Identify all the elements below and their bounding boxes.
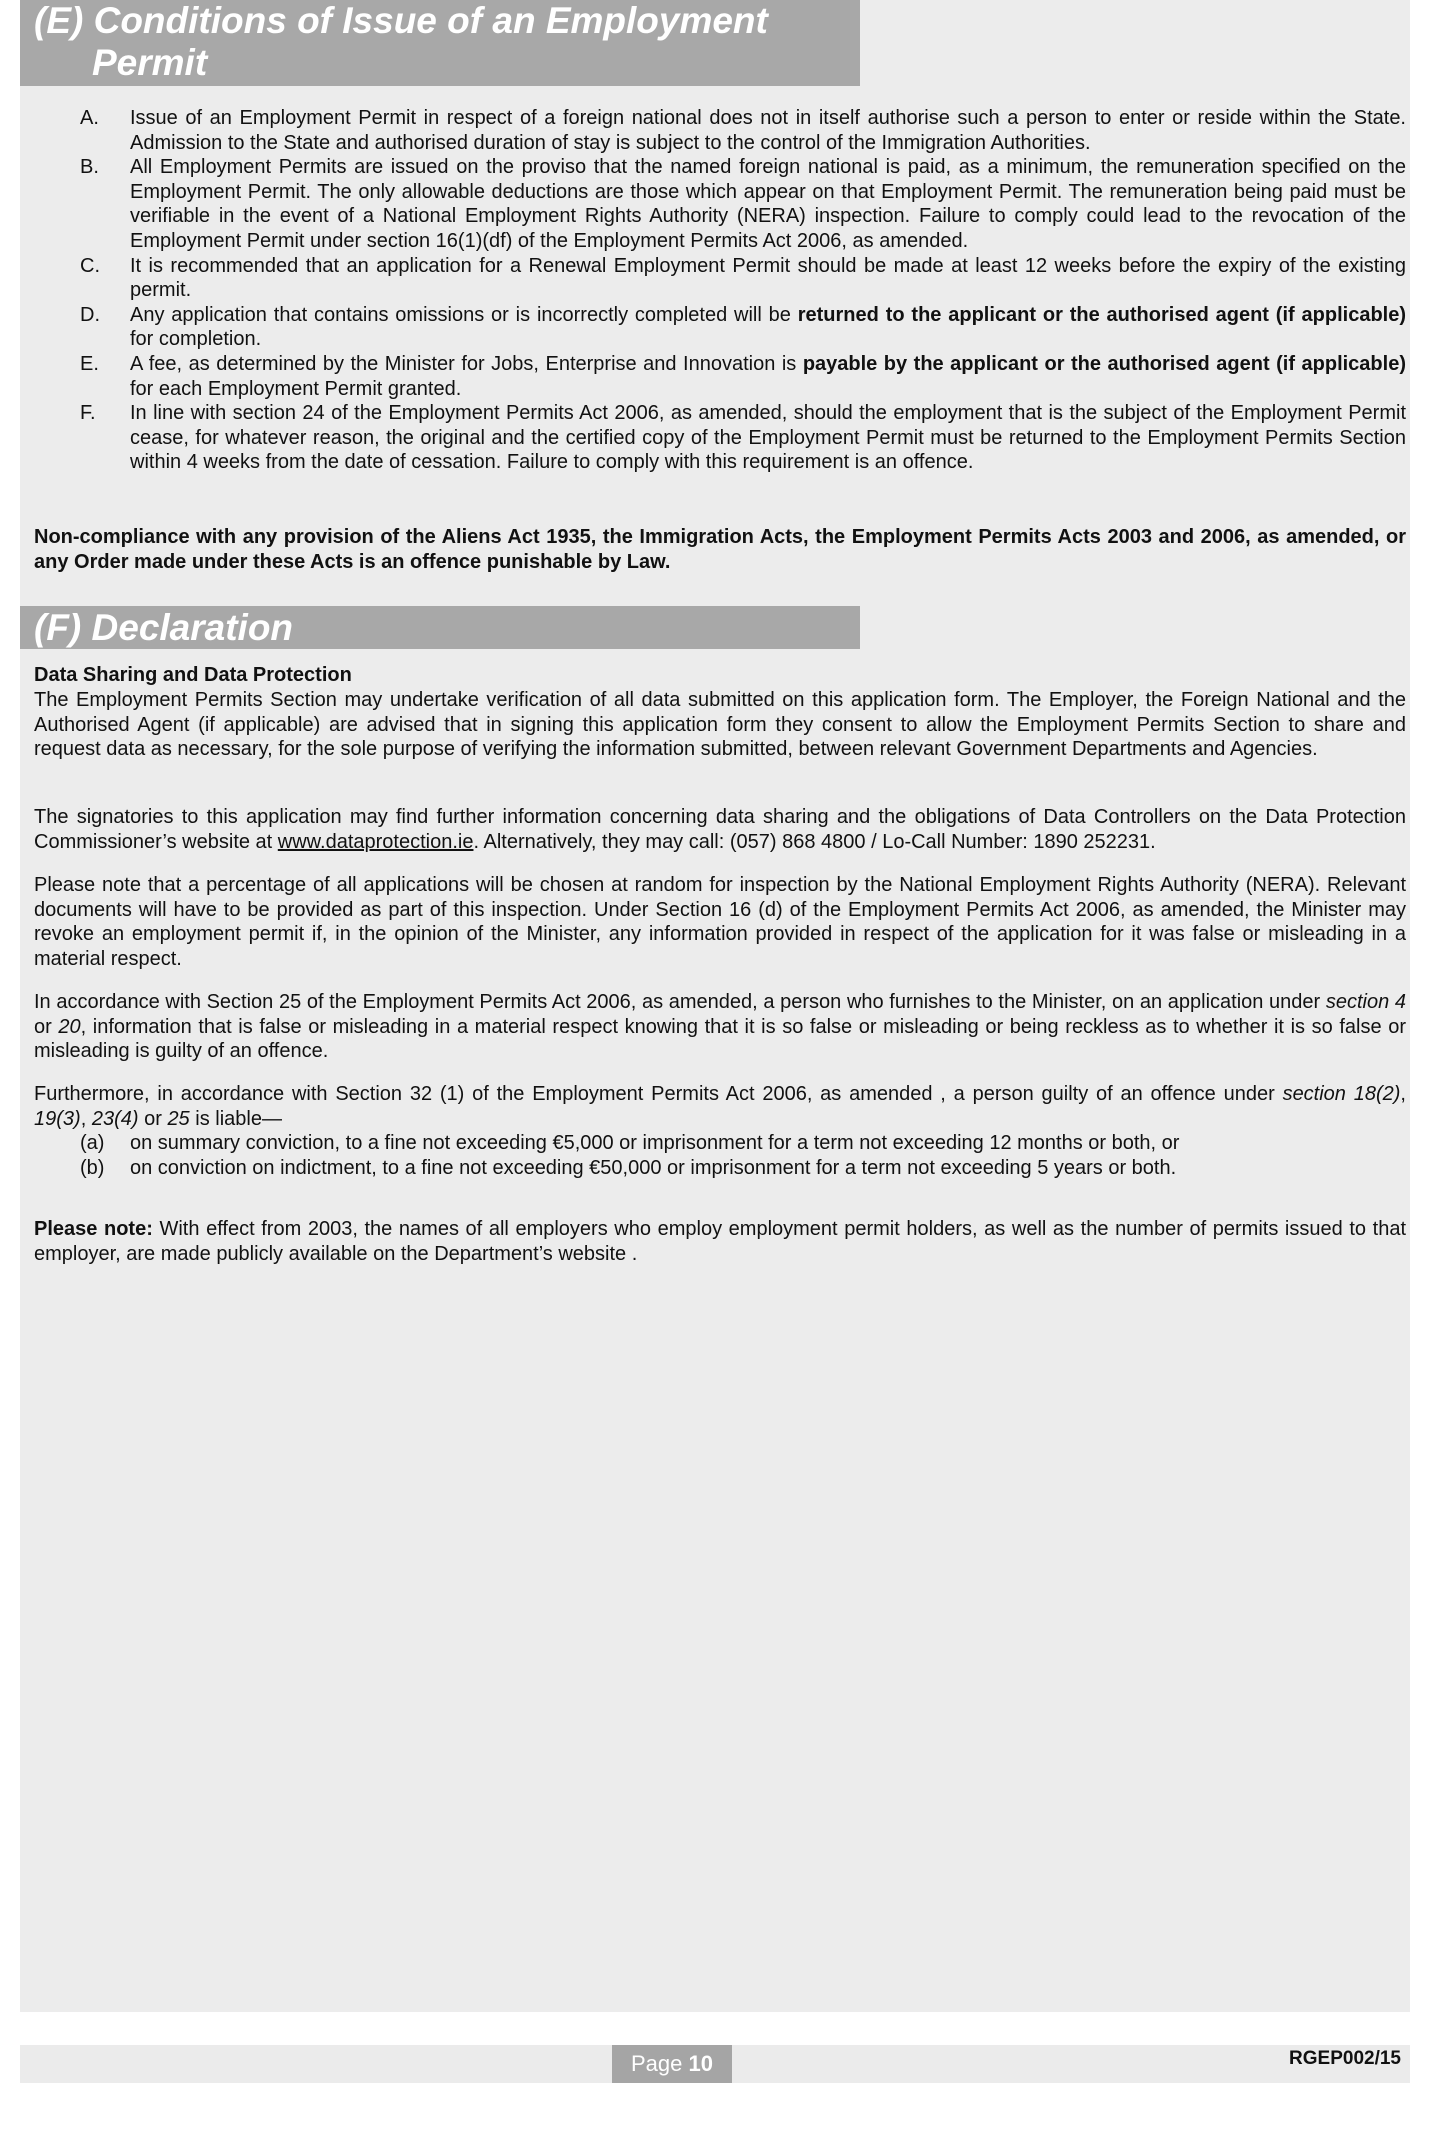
list-marker: F.	[80, 402, 96, 425]
paragraph-text: In accordance with Section 25 of the Employment Permits Act 2006, as amended, a person who furnishes to the Minister, on an application under	[34, 991, 1326, 1013]
noncompliance-notice: Non-compliance with any provision of the Aliens Act 1935, the Immigration Acts, the Employment Permits Acts 2003 and 2006, as amended, or any Order made under these Acts is an offence punishable by Law.	[34, 526, 1406, 573]
list-marker: E.	[80, 352, 99, 375]
page-number: 10	[688, 2051, 713, 2076]
note-text: With effect from 2003, the names of all employers who employ employment permit holders, as well as the number of permits issued to that employer, are made publicly available on the Department’s website .	[34, 1218, 1406, 1265]
list-text-part: A fee, as determined by the Minister for Jobs, Enterprise and Innovation is	[130, 352, 803, 375]
penalty-text: on summary conviction, to a fine not exceeding €5,000 or imprisonment for a term not exceeding 12 months or both, or	[130, 1132, 1180, 1155]
list-marker: C.	[80, 254, 100, 277]
penalty-marker: (b)	[80, 1156, 105, 1179]
list-text-bold: returned to the applicant or the authorised agent (if applicable)	[797, 303, 1406, 326]
penalty-text: on conviction on indictment, to a fine not exceeding €50,000 or imprisonment for a term not exceeding 5 years or both.	[130, 1156, 1177, 1179]
paragraph-text: ,	[80, 1107, 92, 1130]
penalty-marker: (a)	[80, 1132, 105, 1155]
paragraph-text: ,	[1400, 1083, 1406, 1105]
list-text: Issue of an Employment Permit in respect of a foreign national does not in itself authorise such a person to enter or reside within the State. Admission to the State and authorised duration of stay is subject to the control of the Immigration Authorities.	[130, 107, 1406, 154]
list-marker: B.	[80, 156, 99, 179]
paragraph-italic: section 4	[1325, 991, 1406, 1013]
list-text: In line with section 24 of the Employment Permits Act 2006, as amended, should the employment that is the subject of the Employment Permit cease, for whatever reason, the original and the certified copy of the Employment Permit must be returned to the Employment Permits Section within 4 weeks from the date of cessation. Failure to comply with this requirement is an offence.	[130, 402, 1406, 474]
note-label: Please note:	[34, 1218, 153, 1240]
list-text	[130, 303, 1406, 352]
list-marker: A.	[80, 107, 99, 129]
list-item	[34, 106, 1406, 155]
list-text-bold: payable by the applicant or the authorised agent (if applicable)	[802, 352, 1406, 375]
inspection-paragraph: Please note that a percentage of all applications will be chosen at random for inspection by the National Employment Rights Authority (NERA). Relevant documents will have to be provided as part of this inspection. Under Section 16 (d) of the Employment Permits Act 2006, as amended, the Minister may revoke an employment permit if, in the opinion of the Minister, any information provided in respect of the application for it was false or misleading in a material respect.	[34, 874, 1406, 970]
section-e-title-line1: (E) Conditions of Issue of an Employment	[34, 0, 768, 41]
list-text: All Employment Permits are issued on the proviso that the named foreign national is paid, as a minimum, the remuneration specified on the Employment Permit. The only allowable deductions are those which appear on that Employment Permit. The remuneration being paid must be verifiable in the event of a National Employment Rights Authority (NERA) inspection. Failure to comply could lead to the revocation of the Employment Permit under section 16(1)(df) of the Employment Permits Act 2006, as amended.	[130, 156, 1406, 252]
publication-note	[34, 1217, 1406, 1266]
section-f-header	[20, 606, 860, 649]
section-e-header	[20, 0, 860, 86]
list-text	[130, 352, 1406, 401]
list-item	[34, 401, 1406, 475]
paragraph-italic: 25	[167, 1107, 190, 1130]
section-25-paragraph	[34, 990, 1406, 1064]
page-label: Page	[631, 2051, 689, 2076]
data-sharing-paragraph: The Employment Permits Section may undertake verification of all data submitted on this application form. The Employer, the Foreign National and the Authorised Agent (if applicable) are advised that in signing this application form they consent to allow the Employment Permits Section to share and request data as necessary, for the sole purpose of verifying the information submitted, between relevant Government Departments and Agencies.	[34, 689, 1406, 761]
section-32-paragraph	[34, 1082, 1406, 1180]
dataprotection-link[interactable]: www.dataprotection.ie	[277, 830, 474, 853]
paragraph-italic: 19(3)	[34, 1107, 81, 1130]
penalty-item	[34, 1156, 1406, 1181]
list-item	[34, 352, 1406, 401]
section-e-title-line2: Permit	[92, 42, 208, 83]
section-32-intro	[34, 1082, 1406, 1131]
paragraph-text: or	[138, 1107, 168, 1130]
paragraph-text: is liable—	[189, 1107, 282, 1130]
form-code: RGEP002/15	[1289, 2048, 1401, 2069]
paragraph-text: . Alternatively, they may call: (057) 868 4800 / Lo-Call Number: 1890 252231.	[473, 830, 1156, 853]
section-f-title: (F) Declaration	[34, 607, 294, 648]
list-text-part: Any application that contains omissions or is incorrectly completed will be	[130, 303, 798, 326]
penalty-item	[34, 1131, 1406, 1156]
paragraph-text: Furthermore, in accordance with Section 32 (1) of the Employment Permits Act 2006, as amended , a person guilty of an offence under	[34, 1083, 1283, 1105]
list-text-part: for each Employment Permit granted.	[130, 377, 462, 400]
list-text-part: for completion.	[130, 328, 262, 351]
list-text: It is recommended that an application for a Renewal Employment Permit should be made at least 12 weeks before the expiry of the existing permit.	[130, 254, 1406, 302]
list-item	[34, 254, 1406, 303]
paragraph-text: The signatories to this application may find further information concerning data sharing and the obligations of Data Controllers on the Data Protection Commissioner’s website at	[34, 806, 1406, 853]
signatories-paragraph	[34, 805, 1406, 854]
paragraph-italic: section 18(2)	[1282, 1083, 1401, 1105]
paragraph-italic: 20	[58, 1015, 81, 1038]
paragraph-text: , information that is false or misleading in a material respect knowing that it is so false or misleading or being reckless as to whether it is so false or misleading is guilty of an offence.	[34, 1015, 1406, 1063]
page-number-box	[612, 2045, 732, 2083]
list-marker: D.	[80, 303, 100, 326]
conditions-list	[34, 106, 1406, 475]
list-item	[34, 155, 1406, 253]
list-item	[34, 303, 1406, 352]
paragraph-italic: 23(4)	[91, 1107, 139, 1130]
data-sharing-heading: Data Sharing and Data Protection	[34, 664, 352, 686]
paragraph-text: or	[34, 1015, 59, 1038]
